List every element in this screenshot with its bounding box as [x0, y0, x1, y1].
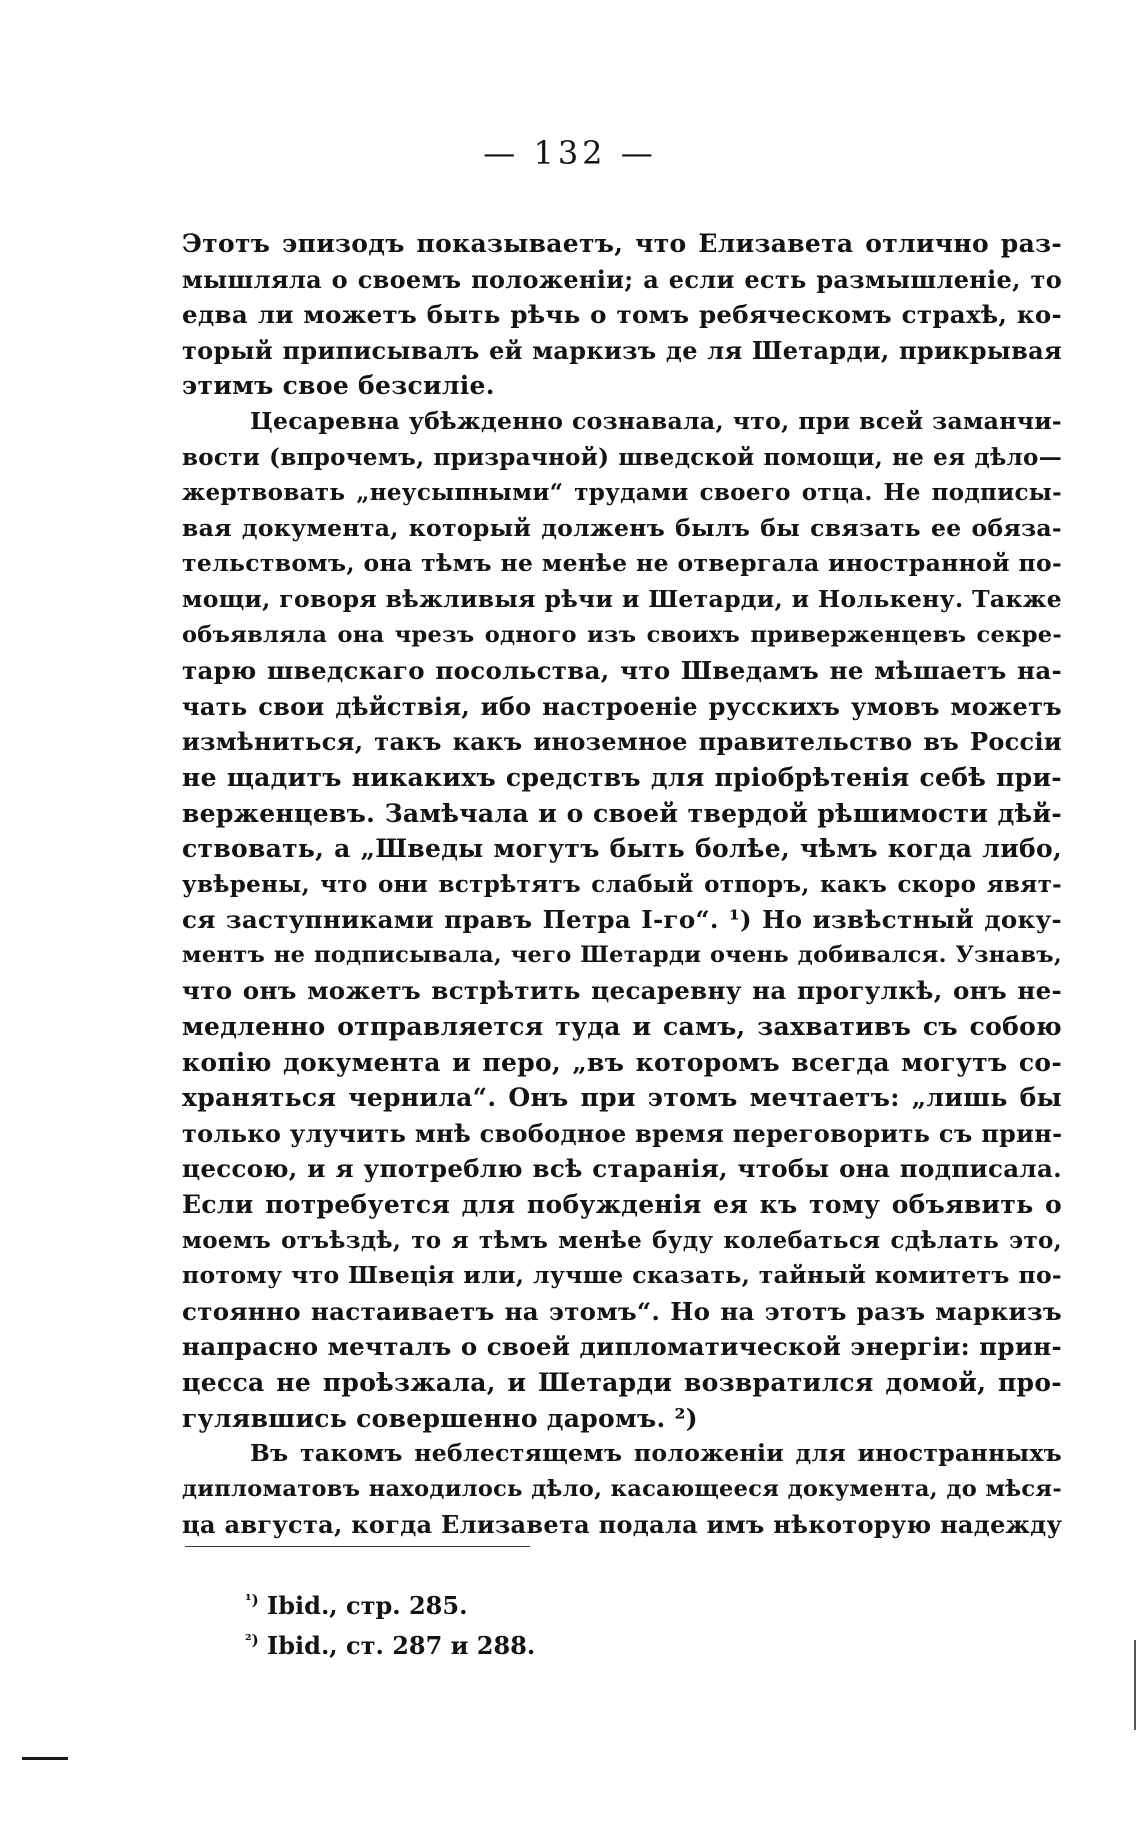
text-line: чать свои дѣйствія, ибо настроеніе русскихъ умовъ можетъ — [182, 691, 1062, 721]
page-edge-mark — [1134, 1640, 1136, 1730]
text-line: Этотъ эпизодъ показываетъ, что Елизавета отлично раз- — [182, 229, 1062, 258]
text-line: копію документа и перо, „въ которомъ всегда могутъ со- — [182, 1047, 1062, 1077]
footnote-divider — [185, 1546, 530, 1547]
text-line: храняться чернила“. Онъ при этомъ мечтаетъ: „лишь бы — [182, 1083, 1062, 1113]
text-line: мышляла о своемъ положеніи; а если есть размышленіе, то — [182, 264, 1062, 294]
text-line: ся заступниками правъ Петра I-го“. ¹) Но извѣстный доку- — [182, 905, 1062, 935]
text-line: цессою, и я употреблю всѣ старанія, чтобы она подписала. — [182, 1154, 1062, 1184]
footnote — [245, 1583, 535, 1623]
text-line: измѣниться, такъ какъ иноземное правительство въ Россіи — [182, 727, 1062, 757]
text-line: торый приписывалъ ей маркизъ де ля Шетарди, прикрывая — [182, 335, 1062, 365]
footnote-mark: ²) — [245, 1631, 259, 1649]
body-text — [182, 226, 1062, 1543]
footnote-mark: ¹) — [245, 1591, 259, 1609]
text-line: не щадитъ никакихъ средствъ для пріобрѣтенія себѣ при- — [182, 762, 1062, 792]
text-line: напрасно мечталъ о своей дипломатической энергіи: прин- — [182, 1332, 1062, 1362]
margin-mark — [22, 1757, 68, 1760]
footnote-text: Ibid., ст. 287 и 288. — [267, 1631, 536, 1660]
footnote — [245, 1623, 535, 1663]
text-line: ца августа, когда Елизавета подала имъ нѣкоторую надежду — [182, 1510, 1063, 1540]
text-line: едва ли можетъ быть рѣчь о томъ ребяческомъ страхѣ, ко- — [182, 300, 1062, 330]
text-line: вости (впрочемъ, призрачной) шведской помощи, не ея дѣло— — [182, 443, 1062, 471]
text-line: увѣрены, что они встрѣтятъ слабый отпоръ, какъ скоро явят- — [182, 870, 1062, 898]
text-line: этимъ свое безсиліе. — [182, 371, 495, 401]
text-line: жертвовать „неусыпными“ трудами своего отца. Не подписы- — [182, 479, 1062, 507]
text-line: вая документа, который долженъ былъ бы связать ее обяза- — [182, 513, 1062, 542]
footnote-text: Ibid., стр. 285. — [267, 1591, 468, 1620]
text-line: Въ такомъ неблестящемъ положеніи для иностранныхъ — [250, 1439, 1062, 1468]
text-line: Если потребуется для побужденія ея къ тому объявить о — [182, 1190, 1062, 1220]
text-line: мощи, говоря вѣжливыя рѣчи и Шетарди, и Нолькену. Также — [182, 584, 1062, 613]
text-line: цесса не проѣзжала, и Шетарди возвратился домой, про- — [182, 1368, 1062, 1397]
text-line: верженцевъ. Замѣчала и о своей твердой рѣшимости дѣй- — [182, 798, 1062, 828]
text-line: тельствомъ, она тѣмъ не менѣе не отвергала иностранной по- — [182, 549, 1062, 578]
text-line: гулявшись совершенно даромъ. ²) — [182, 1403, 698, 1433]
footnotes — [245, 1583, 535, 1663]
text-line: тарю шведскаго посольства, что Шведамъ не мѣшаетъ на- — [182, 656, 1062, 686]
text-line: ствовать, а „Шведы могутъ быть болѣе, чѣмъ когда либо, — [182, 834, 1062, 864]
text-line: стоянно настаиваетъ на этомъ“. Но на этотъ разъ маркизъ — [182, 1296, 1062, 1326]
text-line: Цесаревна убѣжденно сознавала, что, при всей заманчи- — [250, 406, 1062, 435]
text-line: моемъ отъѣздѣ, то я тѣмъ менѣе буду колебаться сдѣлать это, — [182, 1226, 1062, 1254]
text-line: только улучить мнѣ свободное время переговорить съ прин- — [182, 1118, 1063, 1148]
page-number: — 132 — — [483, 134, 657, 172]
text-line: потому что Швеція или, лучше сказать, тайный комитетъ по- — [182, 1261, 1062, 1290]
text-line: что онъ можетъ встрѣтить цесаревну на прогулкѣ, онъ не- — [182, 976, 1062, 1006]
text-line: объявляла она чрезъ одного изъ своихъ приверженцевъ секре- — [182, 621, 1062, 648]
text-line: дипломатовъ находилось дѣло, касающееся документа, до мѣся- — [182, 1475, 1062, 1502]
text-line: ментъ не подписывала, чего Шетарди очень добивался. Узнавъ, — [182, 941, 1062, 968]
text-line: медленно отправляется туда и самъ, захвативъ съ собою — [182, 1012, 1062, 1042]
